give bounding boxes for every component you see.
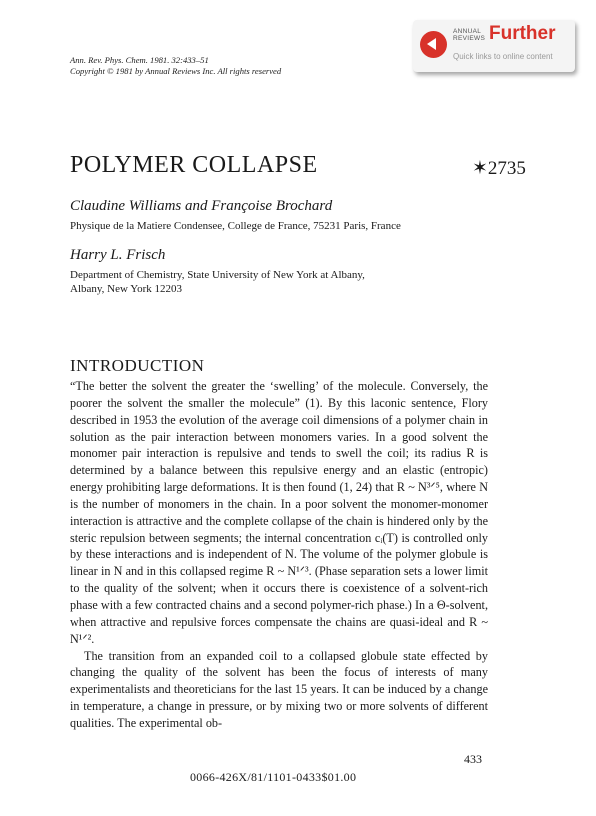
copyright-line: Copyright © 1981 by Annual Reviews Inc. All rights reserved <box>70 66 282 76</box>
affiliation-1: Physique de la Matiere Condensee, College de France, 75231 Paris, France <box>70 220 401 232</box>
article-code: ✶2735 <box>472 158 526 179</box>
author-names-2: Harry L. Frisch <box>70 247 166 263</box>
badge-publisher: ANNUAL REVIEWS <box>453 28 486 42</box>
badge-subtitle: Quick links to online content <box>453 52 553 61</box>
section-heading: INTRODUCTION <box>70 356 205 375</box>
body-text <box>70 378 488 732</box>
paragraph-2: The transition from an expanded coil to a collapsed globule state effected by changing the quality of the solvent has been the focus of interests of many experimentalists and theoreticians for the last 15 years. It can be induced by a change in temperature, a change in pressure, or by mixing two or more solvents of different qualities. The experimental ob- <box>70 648 488 730</box>
article-title: POLYMER COLLAPSE <box>70 152 318 178</box>
further-badge[interactable] <box>413 20 575 72</box>
paragraph-1: “The better the solvent the greater the ‘swelling’ of the molecule. Conversely, the poorer the solvent the smaller the molecule” (1). By this laconic sentence, Flory described in 1953 the evolution of the average coil dimensions of a polymer chain in solution as the pair interaction between monomers varies. In a good solvent the monomer pair interaction is repulsive and tends to swell the coil; its radius R is determined by a balance between this repulsive energy and an elastic (entropic) energy prohibiting large deformations. It is then found (1, 24) that R ~ N³ᐟ⁵, where N is the number of monomers in the chain. In a poor solvent the monomer-monomer interaction is attractive and the complete collapse of the chain is hindered only by the steric repulsion between segments; the internal concentration cᵢ(T) is controlled only by these interactions and is independent of N. The volume of the polymer globule is linear in N and in this collapsed regime R ~ N¹ᐟ³. (Phase separation sets a lower limit to the quality of the solvent; when it occurs there is coexistence of a solvent-rich phase with a few contracted chains and a second polymer-rich phase.) In a Θ-solvent, when attractive and repulsive forces compensate the chains are quasi-ideal and R ~ N¹ᐟ². <box>70 379 488 646</box>
page-number: 433 <box>464 752 482 766</box>
affiliation-2: Department of Chemistry, State University of New York at Albany, Albany, New York 12203 <box>70 269 365 295</box>
journal-citation: Ann. Rev. Phys. Chem. 1981. 32:433–51 <box>70 55 209 65</box>
badge-further-label: Further <box>489 23 556 44</box>
play-arrow-icon <box>420 31 447 58</box>
footer-code: 0066-426X/81/1101-0433$01.00 <box>190 770 357 784</box>
author-names-1: Claudine Williams and Françoise Brochard <box>70 198 333 214</box>
journal-info <box>70 55 281 77</box>
